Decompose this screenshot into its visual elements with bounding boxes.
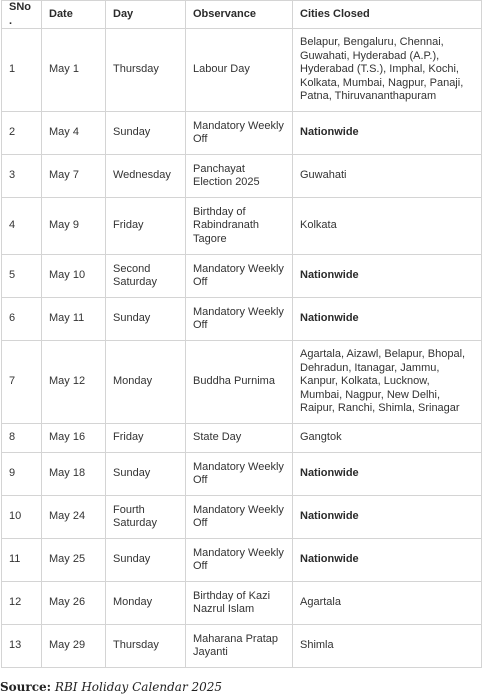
cell-sno: 2 <box>2 112 42 155</box>
cell-cities-closed: Nationwide <box>293 112 482 155</box>
table-row <box>2 496 482 539</box>
cell-sno: 7 <box>2 341 42 424</box>
cell-observance: Maharana Pratap Jayanti <box>186 625 293 668</box>
table-row <box>2 255 482 298</box>
cell-date: May 24 <box>42 496 106 539</box>
cell-cities-closed: Nationwide <box>293 496 482 539</box>
cell-day: Thursday <box>106 29 186 112</box>
cell-sno: 1 <box>2 29 42 112</box>
cell-observance: Mandatory Weekly Off <box>186 539 293 582</box>
header-date: Date <box>42 1 106 29</box>
cell-sno: 4 <box>2 198 42 255</box>
cell-date: May 29 <box>42 625 106 668</box>
cell-day: Wednesday <box>106 155 186 198</box>
table-row <box>2 539 482 582</box>
cell-sno: 11 <box>2 539 42 582</box>
source-note <box>0 680 222 694</box>
cell-sno: 6 <box>2 298 42 341</box>
cell-observance: Mandatory Weekly Off <box>186 255 293 298</box>
source-text: RBI Holiday Calendar 2025 <box>54 680 223 694</box>
table-row <box>2 155 482 198</box>
table-row <box>2 29 482 112</box>
cell-date: May 26 <box>42 582 106 625</box>
cell-date: May 1 <box>42 29 106 112</box>
cell-date: May 9 <box>42 198 106 255</box>
cell-date: May 4 <box>42 112 106 155</box>
cell-observance: State Day <box>186 424 293 453</box>
table-row <box>2 582 482 625</box>
table-row <box>2 424 482 453</box>
header-day: Day <box>106 1 186 29</box>
table-row <box>2 298 482 341</box>
cell-observance: Mandatory Weekly Off <box>186 298 293 341</box>
cell-sno: 12 <box>2 582 42 625</box>
source-label: Source: <box>0 680 52 694</box>
cell-observance: Birthday of Rabindranath Tagore <box>186 198 293 255</box>
cell-date: May 11 <box>42 298 106 341</box>
cell-day: Sunday <box>106 298 186 341</box>
cell-day: Monday <box>106 582 186 625</box>
cell-cities-closed: Gangtok <box>293 424 482 453</box>
cell-cities-closed: Guwahati <box>293 155 482 198</box>
table-row <box>2 341 482 424</box>
cell-day: Sunday <box>106 453 186 496</box>
table-row <box>2 112 482 155</box>
cell-observance: Panchayat Election 2025 <box>186 155 293 198</box>
cell-cities-closed: Belapur, Bengaluru, Chennai, Guwahati, Hyderabad (A.P.), Hyderabad (T.S.), Imphal, Kochi, Kolkata, Mumbai, Nagpur, Panaji, Patna, Thiruvananthapuram <box>293 29 482 112</box>
cell-observance: Buddha Purnima <box>186 341 293 424</box>
cell-sno: 3 <box>2 155 42 198</box>
table-header-row <box>2 1 482 29</box>
cell-sno: 5 <box>2 255 42 298</box>
cell-cities-closed: Agartala, Aizawl, Belapur, Bhopal, Dehradun, Itanagar, Jammu, Kanpur, Kolkata, Lucknow, Mumbai, Nagpur, New Delhi, Raipur, Ranchi, Shimla, Srinagar <box>293 341 482 424</box>
cell-cities-closed: Agartala <box>293 582 482 625</box>
cell-date: May 7 <box>42 155 106 198</box>
cell-cities-closed: Nationwide <box>293 539 482 582</box>
cell-cities-closed: Nationwide <box>293 453 482 496</box>
cell-cities-closed: Shimla <box>293 625 482 668</box>
cell-sno: 13 <box>2 625 42 668</box>
cell-cities-closed: Nationwide <box>293 255 482 298</box>
cell-date: May 16 <box>42 424 106 453</box>
holiday-table <box>1 0 482 668</box>
table-row <box>2 453 482 496</box>
cell-observance: Birthday of Kazi Nazrul Islam <box>186 582 293 625</box>
cell-day: Fourth Saturday <box>106 496 186 539</box>
cell-day: Friday <box>106 198 186 255</box>
cell-date: May 18 <box>42 453 106 496</box>
cell-date: May 25 <box>42 539 106 582</box>
header-sno: SNo. <box>2 1 42 29</box>
table-row <box>2 198 482 255</box>
cell-cities-closed: Nationwide <box>293 298 482 341</box>
cell-observance: Mandatory Weekly Off <box>186 496 293 539</box>
cell-observance: Labour Day <box>186 29 293 112</box>
cell-observance: Mandatory Weekly Off <box>186 453 293 496</box>
header-cities-closed: Cities Closed <box>293 1 482 29</box>
cell-day: Sunday <box>106 112 186 155</box>
cell-sno: 10 <box>2 496 42 539</box>
cell-date: May 12 <box>42 341 106 424</box>
header-observance: Observance <box>186 1 293 29</box>
cell-cities-closed: Kolkata <box>293 198 482 255</box>
table-body <box>2 29 482 668</box>
cell-day: Monday <box>106 341 186 424</box>
cell-day: Friday <box>106 424 186 453</box>
cell-day: Thursday <box>106 625 186 668</box>
cell-observance: Mandatory Weekly Off <box>186 112 293 155</box>
cell-sno: 9 <box>2 453 42 496</box>
cell-day: Second Saturday <box>106 255 186 298</box>
cell-date: May 10 <box>42 255 106 298</box>
cell-sno: 8 <box>2 424 42 453</box>
cell-day: Sunday <box>106 539 186 582</box>
table-row <box>2 625 482 668</box>
